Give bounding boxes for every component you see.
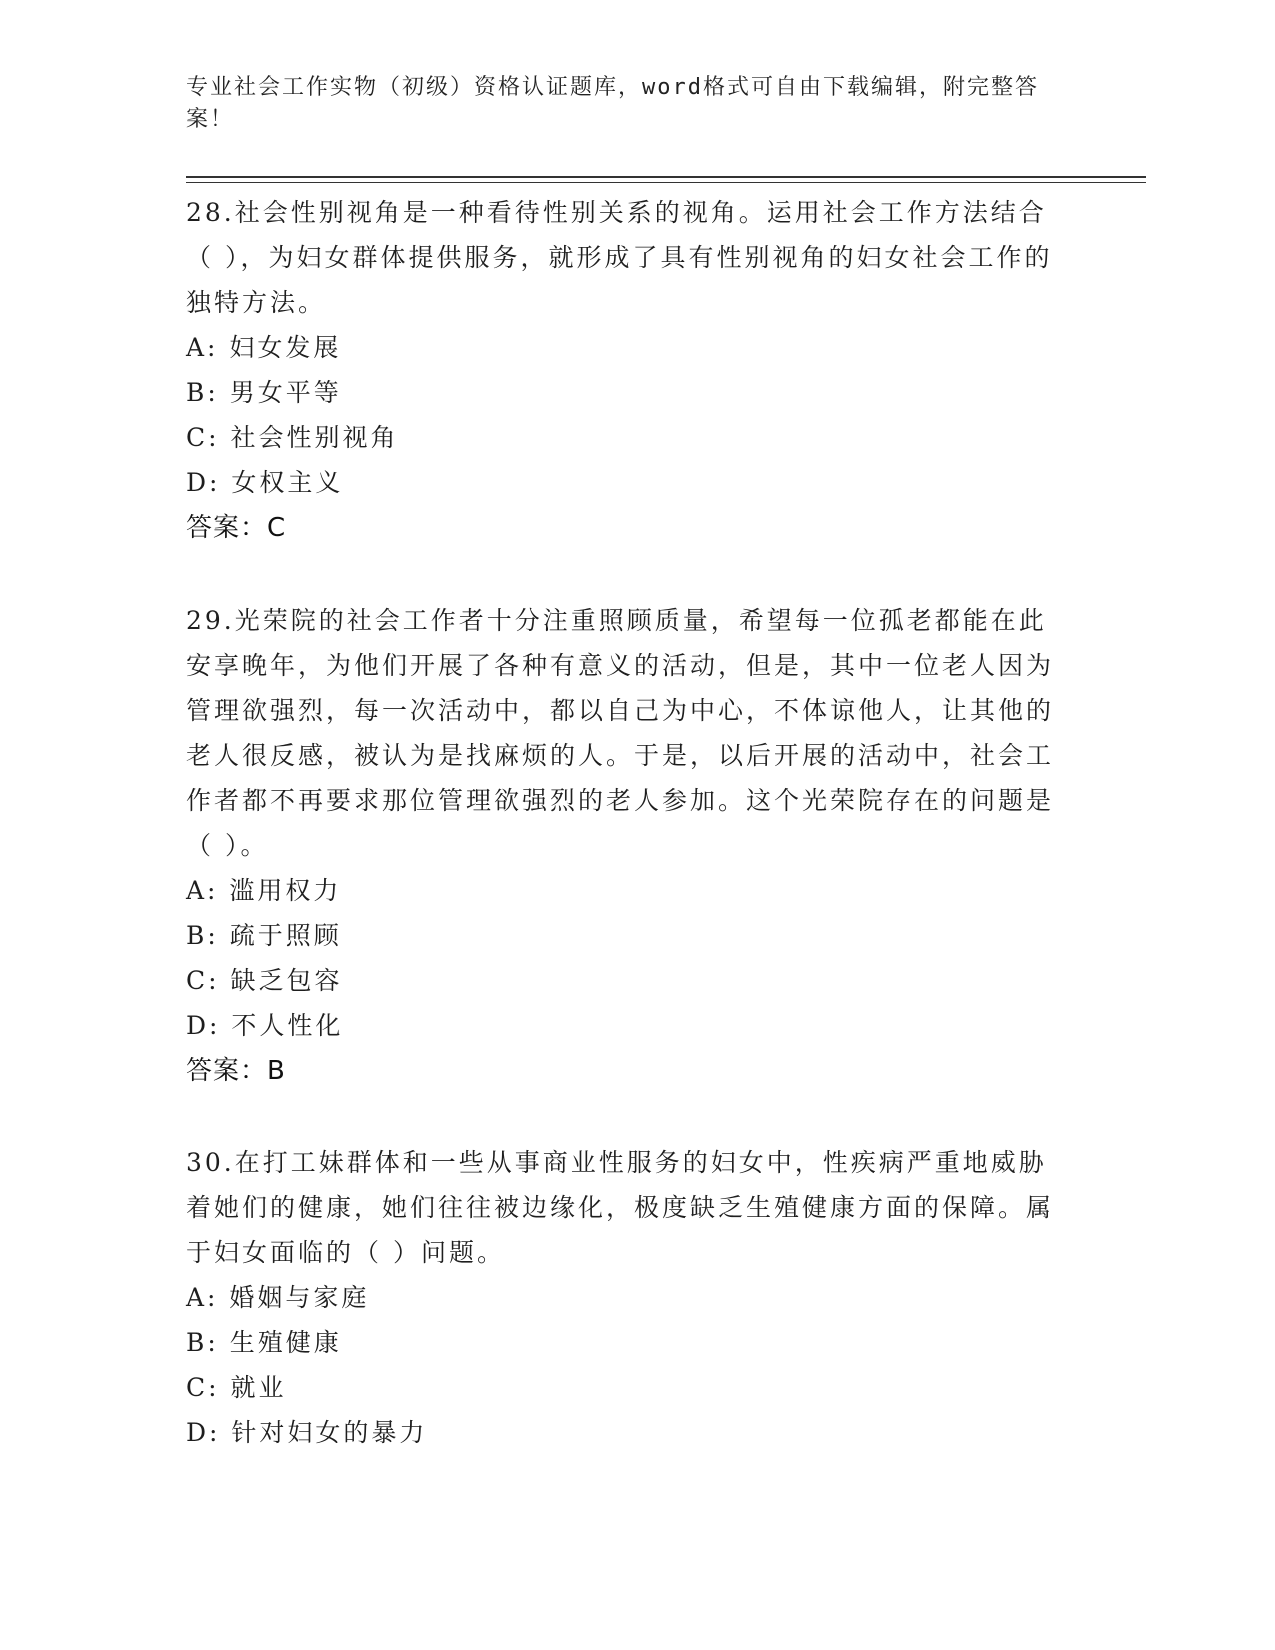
answer-line: 答案：B <box>186 1056 286 1086</box>
question-stem: 28.社会性别视角是一种看待性别关系的视角。运用社会工作方法结合（ ），为妇女群体提供服务，就形成了具有性别视角的妇女社会工作的独特方法。 <box>186 198 1053 317</box>
option-a: A: 滥用权力 <box>186 876 342 905</box>
option-b: B: 男女平等 <box>186 378 342 407</box>
question-stem: 30.在打工妹群体和一些从事商业性服务的妇女中，性疾病严重地威胁着她们的健康，她们往往被边缘化，极度缺乏生殖健康方面的保障。属于妇女面临的（ ）问题。 <box>186 1148 1055 1267</box>
answer-line: 答案：C <box>186 513 287 543</box>
option-d: D: 女权主义 <box>186 468 344 497</box>
question-stem: 29.光荣院的社会工作者十分注重照顾质量，希望每一位孤老都能在此安享晚年，为他们开展了各种有意义的活动，但是，其中一位老人因为管理欲强烈，每一次活动中，都以自己为中心，不体谅他人，让其他的老人很反感，被认为是找麻烦的人。于是，以后开展的活动中，社会工作者都不再要求那位管理欲强烈的老人参加。这个光荣院存在的问题是（ ）。 <box>186 606 1055 860</box>
question-29 <box>186 598 1066 1094</box>
option-a: A: 婚姻与家庭 <box>186 1283 370 1312</box>
option-b: B: 疏于照顾 <box>186 921 342 950</box>
question-28 <box>186 190 1066 551</box>
option-a: A: 妇女发展 <box>186 333 342 362</box>
option-c: C: 社会性别视角 <box>186 423 399 452</box>
option-d: D: 不人性化 <box>186 1011 344 1040</box>
option-b: B: 生殖健康 <box>186 1328 342 1357</box>
question-30 <box>186 1140 1066 1455</box>
option-c: C: 就业 <box>186 1373 287 1402</box>
document-header: 专业社会工作实物（初级）资格认证题库，word格式可自由下载编辑，附完整答案！ <box>186 75 1039 132</box>
option-c: C: 缺乏包容 <box>186 966 343 995</box>
header-divider-thin <box>186 182 1146 183</box>
header-divider <box>186 176 1146 178</box>
option-d: D: 针对妇女的暴力 <box>186 1418 428 1447</box>
